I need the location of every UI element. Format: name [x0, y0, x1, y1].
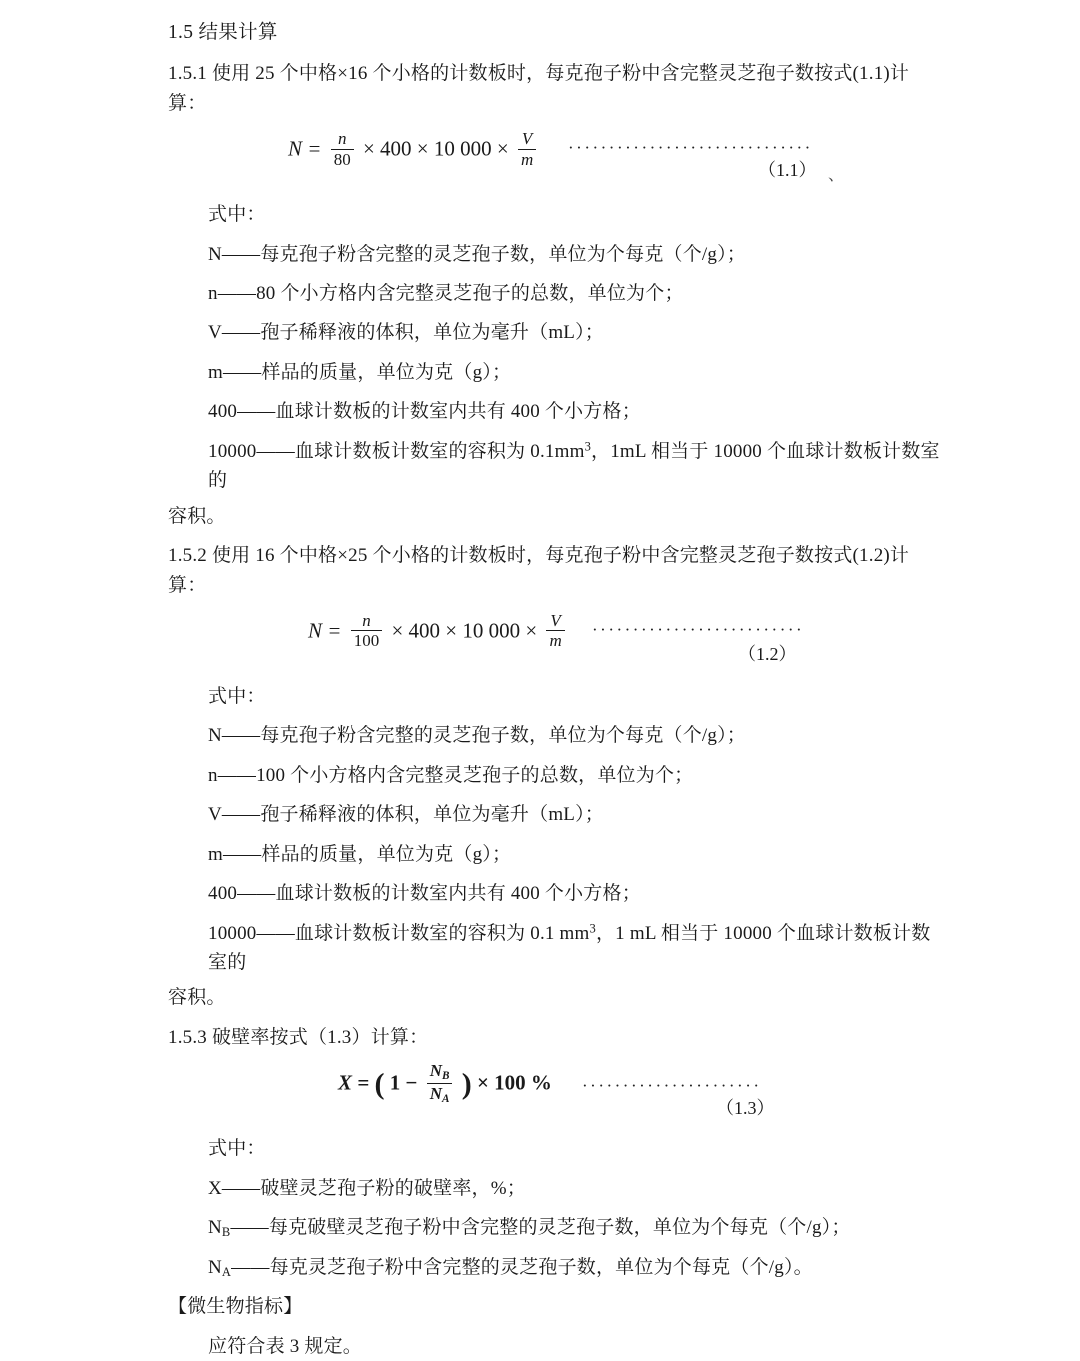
where-label-3: 式中：	[208, 1138, 266, 1160]
where-label-2: 式中：	[208, 685, 266, 707]
microbiology-text: 应符合表 3 规定。	[208, 1335, 363, 1357]
definition-10000-1-part2: ，1mL 相当于 10000 个血球计数板计数室的	[208, 440, 940, 492]
formula-1-3-row	[168, 1062, 940, 1120]
definition-na-subscript: A	[221, 1264, 232, 1279]
definition-m-2: m——样品的质量，单位为克（g）；	[208, 843, 512, 865]
formula-1-2-middle: × 400 × 10 000 ×	[391, 618, 538, 643]
definition-10000-2	[168, 919, 940, 978]
microbiology-heading: 【微生物指标】	[168, 1296, 303, 1318]
formula-1-3-one-minus: 1 −	[389, 1070, 418, 1095]
formula-1-1-leader-dots: ······························	[568, 138, 813, 158]
formula-1-1-numerator-2: V	[521, 129, 533, 149]
formula-1-2-leader-dots: ··························	[592, 619, 805, 639]
formula-1-3	[338, 1062, 552, 1107]
formula-1-1	[288, 130, 540, 171]
stray-mark: 、	[828, 167, 845, 185]
formula-1-1-lhs: N =	[288, 136, 322, 161]
formula-1-2-number: （1.2）	[738, 643, 797, 664]
definition-n-lower-1: n——80 个小方格内含完整灵芝孢子的总数，单位为个；	[208, 283, 684, 304]
formula-1-3-number: （1.3）	[716, 1098, 775, 1119]
formula-1-3-leader-dots: ······················	[582, 1076, 762, 1096]
formula-1-2-denominator: 100	[351, 630, 383, 651]
definition-nb-text: ——每克破壁灵芝孢子粉中含完整的灵芝孢子数，单位为个每克（个/g）；	[230, 1217, 851, 1239]
definition-10000-2-superscript: 3	[589, 921, 596, 936]
formula-1-3-fraction-nb-na	[427, 1061, 453, 1106]
clause-1-5-1: 1.5.1 使用 25 个中格×16 个小格的计数板时，每克孢子粉中含完整灵芝孢子数按式(1.1)计算：	[168, 63, 910, 114]
formula-1-3-numerator	[427, 1061, 453, 1083]
formula-1-2-fraction-n-100	[351, 611, 383, 652]
formula-1-3-numerator-symbol: N	[429, 1061, 442, 1081]
definition-m-1: m——样品的质量，单位为克（g）；	[208, 361, 512, 383]
where-label-1: 式中：	[208, 204, 266, 226]
definition-10000-2-part1: 10000——血球计数板计数室的容积为 0.1 mm	[208, 922, 590, 944]
formula-1-1-middle: × 400 × 10 000 ×	[362, 136, 509, 161]
formula-1-1-fraction-v-m	[518, 129, 536, 170]
formula-1-1-denominator-2: m	[518, 149, 536, 170]
formula-1-2-denominator-2: m	[546, 630, 564, 651]
formula-1-2-row	[168, 610, 940, 668]
formula-1-3-numerator-subscript: B	[441, 1070, 450, 1083]
definition-nb-symbol: N	[208, 1217, 222, 1239]
formula-1-1-number: （1.1）	[758, 160, 817, 181]
definition-n-1: N——每克孢子粉含完整的灵芝孢子数，单位为个每克（个/g）；	[208, 243, 747, 265]
clause-1-5-2: 1.5.2 使用 16 个中格×25 个小格的计数板时，每克孢子粉中含完整灵芝孢子数按式(1.2)计算：	[168, 545, 910, 596]
definition-na	[168, 1253, 940, 1283]
definition-x: X——破壁灵芝孢子粉的破壁率，%；	[208, 1177, 526, 1199]
formula-1-3-close-paren: )	[461, 1067, 472, 1101]
definition-na-text: ——每克灵芝孢子粉中含完整的灵芝孢子数，单位为个每克（个/g）。	[231, 1256, 813, 1278]
formula-1-3-denominator-subscript: A	[441, 1092, 450, 1105]
section-heading: 1.5 结果计算	[168, 22, 278, 43]
definition-nb	[168, 1213, 940, 1243]
definition-nb-subscript: B	[221, 1225, 231, 1240]
clause-1-5-3: 1.5.3 破壁率按式（1.3）计算：	[168, 1026, 429, 1048]
formula-1-1-numerator: n	[337, 129, 347, 149]
formula-1-2-numerator: n	[362, 610, 371, 630]
definition-n-2: N——每克孢子粉含完整的灵芝孢子数，单位为个每克（个/g）；	[208, 725, 747, 747]
definition-na-symbol: N	[208, 1256, 222, 1278]
definition-10000-1-part1: 10000——血球计数板计数室的容积为 0.1mm	[208, 440, 585, 462]
definition-10000-1-superscript: 3	[584, 439, 592, 454]
definition-10000-1	[168, 437, 940, 496]
formula-1-1-fraction-n-80	[331, 129, 354, 170]
definition-400-1: 400——血球计数板的计数室内共有 400 个小方格；	[208, 401, 641, 423]
formula-1-2	[308, 612, 569, 653]
formula-1-3-lhs: X =	[338, 1070, 370, 1095]
formula-1-3-open-paren: (	[374, 1067, 385, 1101]
formula-1-3-denominator	[427, 1083, 453, 1106]
definition-v-1: V——孢子稀释液的体积，单位为毫升（mL）；	[208, 322, 605, 344]
definition-10000-2-part2: ，1 mL 相当于 10000 个血球计数板计数室的	[208, 922, 931, 973]
formula-1-3-tail: × 100 %	[476, 1070, 552, 1095]
formula-1-1-row	[168, 128, 940, 186]
definition-10000-1-wrap: 容积。	[168, 505, 226, 527]
formula-1-2-lhs: N =	[308, 618, 342, 643]
definition-n-lower-2: n——100 个小方格内含完整灵芝孢子的总数，单位为个；	[208, 764, 694, 786]
definition-v-2: V——孢子稀释液的体积，单位为毫升（mL）；	[208, 804, 605, 826]
formula-1-1-denominator: 80	[331, 149, 354, 170]
definition-400-2: 400——血球计数板的计数室内共有 400 个小方格；	[208, 883, 641, 905]
definition-10000-2-wrap: 容积。	[168, 987, 226, 1009]
formula-1-2-numerator-2: V	[550, 610, 561, 630]
formula-1-3-denominator-symbol: N	[429, 1084, 442, 1103]
formula-1-2-fraction-v-m	[546, 611, 564, 652]
